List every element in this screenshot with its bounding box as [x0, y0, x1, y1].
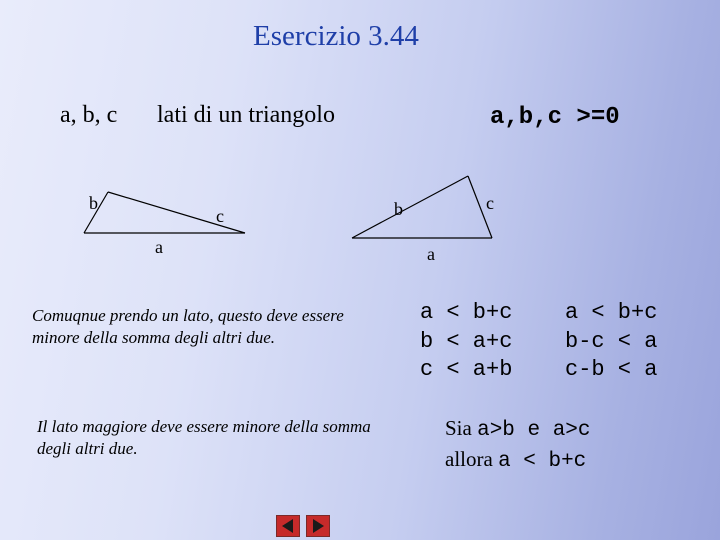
- right-triangle: [352, 176, 492, 238]
- right-triangle-label-a: a: [427, 244, 435, 264]
- conclusion: [445, 414, 591, 476]
- note-side-rule: Comuqnue prendo un lato, questo deve essere minore della somma degli altri due.: [32, 306, 344, 347]
- inequalities-rearranged: [565, 299, 657, 385]
- inequality-row: a < b+c: [565, 300, 658, 325]
- inequality-row: b < a+c: [420, 328, 513, 354]
- inequality-row: c-b < a: [565, 357, 658, 382]
- right-triangle-label-c: c: [486, 193, 494, 213]
- slide-title: Esercizio 3.44: [253, 20, 419, 52]
- left-triangle-label-c: c: [216, 206, 224, 226]
- inequality-row: b-c < a: [565, 328, 658, 354]
- right-triangle-label-b: b: [394, 199, 403, 219]
- previous-slide-icon: [277, 516, 299, 536]
- non-negative-constraint: a,b,c >=0: [490, 104, 620, 131]
- inequality-row: c < a+b: [420, 357, 513, 382]
- variables-label: a, b, c: [60, 102, 118, 128]
- conclusion-line-2: [445, 445, 591, 476]
- inequality-row: a < b+c: [420, 300, 513, 325]
- note-largest-side-rule: Il lato maggiore deve essere minore della somma degli altri due.: [37, 417, 371, 458]
- previous-slide-button[interactable]: [276, 515, 300, 537]
- conclusion-line-1: [445, 414, 591, 445]
- conclusion-expr: a < b+c: [498, 450, 587, 473]
- variables-description: lati di un triangolo: [157, 102, 335, 128]
- conclusion-expr: a>b e a>c: [477, 419, 591, 442]
- left-triangle-label-b: b: [89, 193, 98, 213]
- left-triangle-label-a: a: [155, 237, 163, 257]
- next-slide-button[interactable]: [306, 515, 330, 537]
- next-slide-icon: [307, 516, 329, 536]
- inequalities-triangle: [420, 299, 512, 385]
- conclusion-text: Sia: [445, 416, 478, 440]
- conclusion-text: allora: [445, 447, 499, 471]
